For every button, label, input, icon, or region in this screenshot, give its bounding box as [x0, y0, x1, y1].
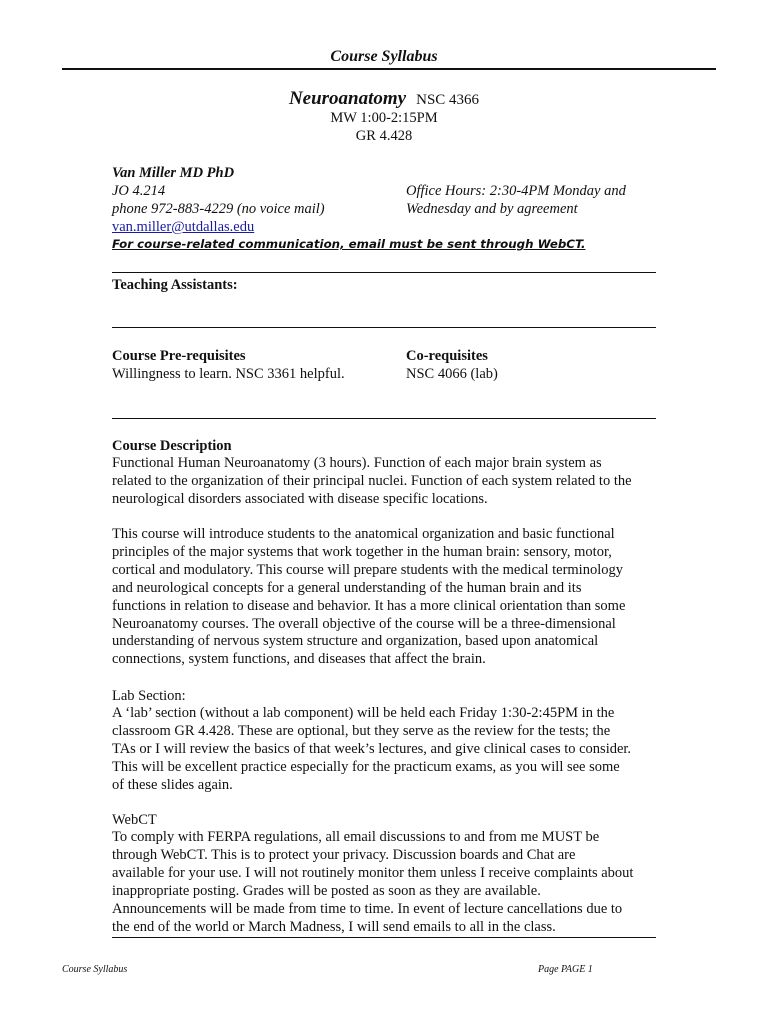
- office-hours-line2: Wednesday and by agreement: [406, 201, 578, 217]
- prereq-label: Course Pre-requisites: [112, 348, 246, 364]
- prereq-value: Willingness to learn. NSC 3361 helpful.: [112, 366, 345, 382]
- course-name: Neuroanatomy: [288, 88, 407, 109]
- office-hours-line1: Office Hours: 2:30-4PM Monday and: [406, 183, 626, 199]
- teaching-assistants-label: Teaching Assistants:: [112, 277, 238, 293]
- instructor-office: JO 4.214: [112, 183, 166, 199]
- instructor-phone: phone 972-883-4229 (no voice mail): [112, 201, 325, 217]
- communication-notice: For course-related communication, email must be sent through WebCT.: [112, 237, 586, 251]
- description-heading: Course Description: [112, 438, 232, 454]
- instructor-name: Van Miller MD PhD: [112, 165, 235, 181]
- lab-text: A ‘lab’ section (without a lab component) will be held each Friday 1:30-2:45PM in the classroom GR 4.428. These are optional, but they serve as the review for the tests; the TAs or I will review the basics of that week’s lectures, and give clinical cases to consider. This will be excellent practice especially for the practicum exams, as you will see some of these slides again.: [112, 705, 632, 793]
- coreq-value: NSC 4066 (lab): [406, 366, 498, 382]
- section-divider: [112, 418, 656, 419]
- section-divider: [112, 937, 656, 938]
- course-title-line: [0, 88, 768, 110]
- page-header-title: Course Syllabus: [330, 48, 438, 65]
- section-divider: [112, 327, 656, 328]
- footer-page-number: Page PAGE 1: [538, 964, 593, 975]
- footer-left: Course Syllabus: [62, 964, 128, 975]
- course-code: NSC 4366: [416, 92, 480, 108]
- header-divider: [62, 68, 716, 70]
- course-schedule: MW 1:00-2:15PM: [330, 110, 438, 126]
- course-room: GR 4.428: [355, 128, 413, 144]
- coreq-label: Co-requisites: [406, 348, 488, 364]
- description-paragraph-2: This course will introduce students to the anatomical organization and basic functional principles of the major systems that work together in the human brain: sensory, motor, cortical and modulatory. This course will prepare students with the medical terminology and neurological concepts for a general understanding of the human brain and its functions in relation to disease and behavior. It has a more clinical orientation than some Neuroanatomy courses. The overall objective of the course will be a three-dimensional understanding of nervous system structure and organization, based upon anatomical connections, system functions, and diseases that affect the brain.: [112, 526, 626, 668]
- lab-heading: Lab Section:: [112, 688, 186, 704]
- section-divider: [112, 272, 656, 273]
- instructor-email-link[interactable]: van.miller@utdallas.edu: [112, 219, 255, 235]
- webct-heading: WebCT: [112, 812, 157, 828]
- webct-text: To comply with FERPA regulations, all email discussions to and from me MUST be through WebCT. This is to protect your privacy. Discussion boards and Chat are available for your use. I will not routinely monitor them unless I receive complaints about inappropriate posting. Grades will be posted as soon as they are available. Announcements will be made from time to time. In event of lecture cancellations due to the end of the world or March Madness, I will send emails to all in the class.: [112, 829, 634, 935]
- description-paragraph-1: Functional Human Neuroanatomy (3 hours). Function of each major brain system as related to the organization of their principal nuclei. Function of each system related to the neurological disorders associated with disease specific locations.: [112, 455, 632, 507]
